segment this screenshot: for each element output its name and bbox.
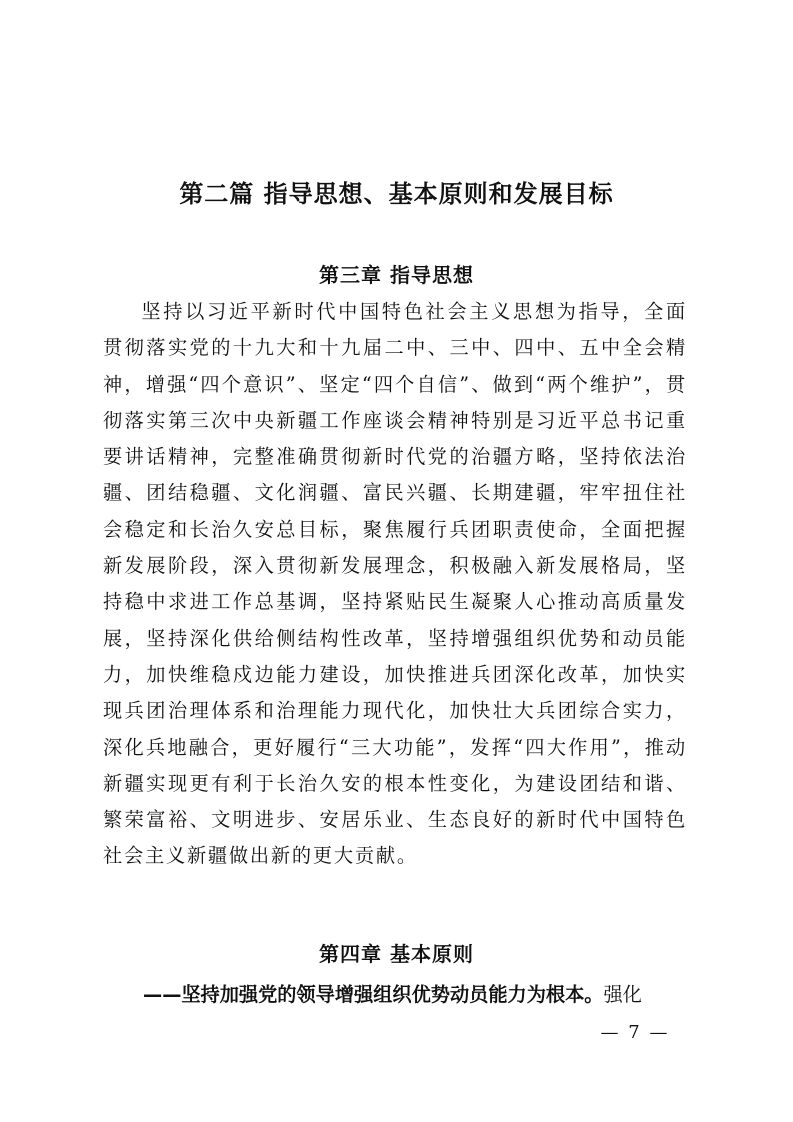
chapter-four-title: 第四章 基本原则: [319, 942, 474, 966]
principle-lead: ——坚持加强党的领导增强组织优势动员能力为根本。: [143, 983, 604, 1006]
chapter-three-title: 第三章 指导思想: [319, 263, 474, 287]
chapter-three-paragraph: 坚持以习近平新时代中国特色社会主义思想为指导，全面贯彻落实党的十九大和十九届二中、三中、四中、五中全会精神，增强“四个意识”、坚定“四个自信”、做到“两个维护”，贯彻落实第三次中央新疆工作座谈会精神特别是习近平总书记重要讲话精神，完整准确贯彻新时代党的治疆方略，坚持依法治疆、团结稳疆、文化润疆、富民兴疆、长期建疆，牢牢扭住社会稳定和长治久安总目标，聚焦履行兵团职责使命，全面把握新发展阶段，深入贯彻新发展理念，积极融入新发展格局，坚持稳中求进工作总基调，坚持紧贴民生凝聚人心推动高质量发展，坚持深化供给侧结构性改革，坚持增强组织优势和动员能力，加快维稳戍边能力建设，加快推进兵团深化改革，加快实现兵团治理体系和治理能力现代化，加快壮大兵团综合实力，深化兵地融合，更好履行“三大功能”，发挥“四大作用”，推动新疆实现更有利于长治久安的根本性变化，为建设团结和谐、繁荣富裕、文明进步、安居乐业、生态良好的新时代中国特色社会主义新疆做出新的更大贡献。: [103, 300, 687, 868]
page-number: — 7 —: [600, 1022, 670, 1043]
principle-paragraph: [143, 979, 703, 1011]
principle-rest: 强化: [603, 983, 642, 1006]
part-title: 第二篇 指导思想、基本原则和发展目标: [179, 179, 614, 208]
